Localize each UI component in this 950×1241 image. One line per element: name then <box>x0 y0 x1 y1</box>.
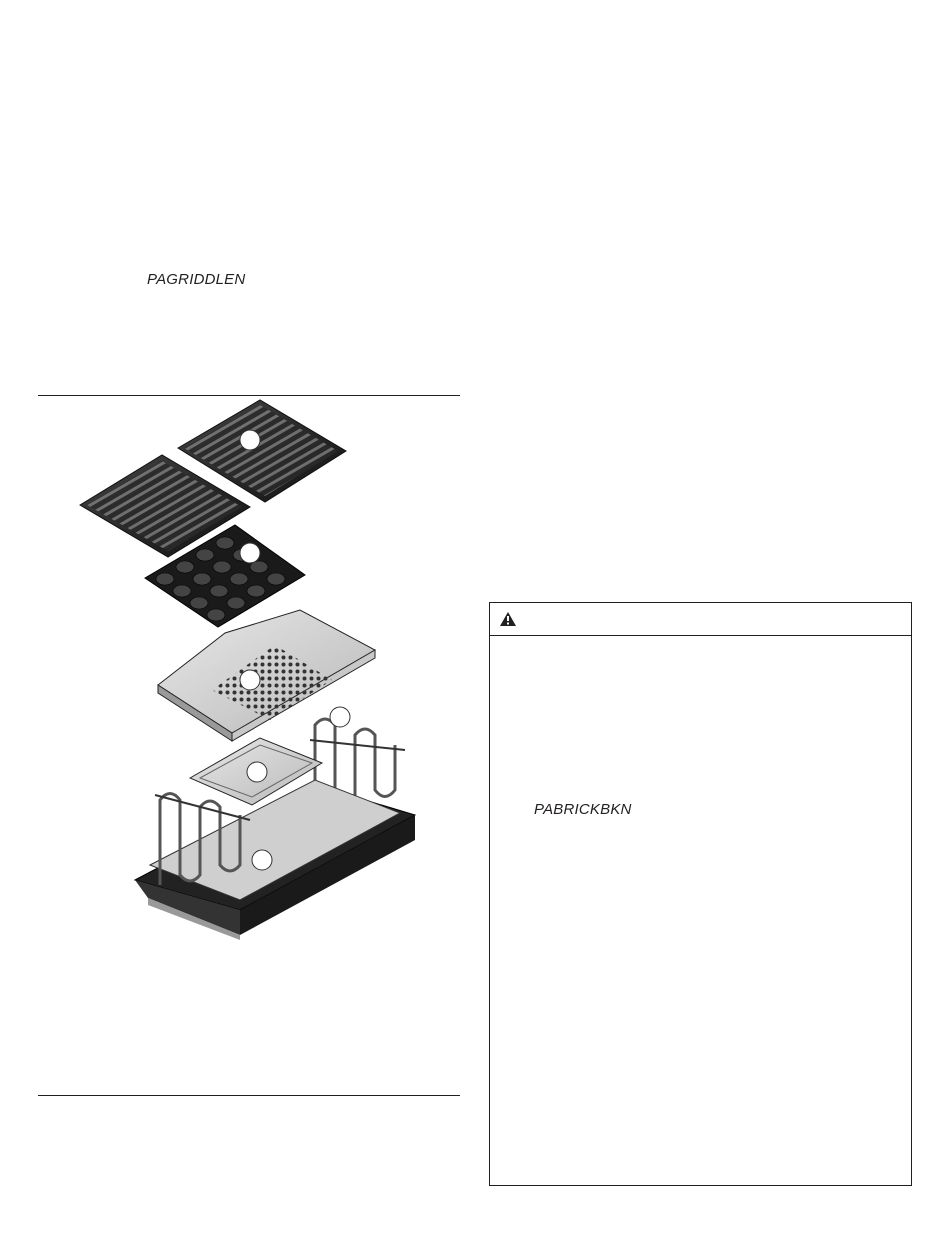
brick-model-number: PABRICKBKN <box>534 801 632 818</box>
callout-circle-5 <box>247 762 267 782</box>
callout-circle-1 <box>240 430 260 450</box>
callout-circle-4 <box>330 707 350 727</box>
griddle-model-number: PAGRIDDLEN <box>147 271 246 288</box>
callout-circle-3 <box>240 670 260 690</box>
warning-box <box>489 602 912 1186</box>
exploded-parts-diagram <box>70 395 430 945</box>
callout-circle-2 <box>240 543 260 563</box>
warning-triangle-icon <box>500 612 516 626</box>
grill-tub <box>135 780 415 940</box>
callout-circle-6 <box>252 850 272 870</box>
warning-header <box>490 603 911 636</box>
section-divider-bottom <box>38 1095 460 1096</box>
